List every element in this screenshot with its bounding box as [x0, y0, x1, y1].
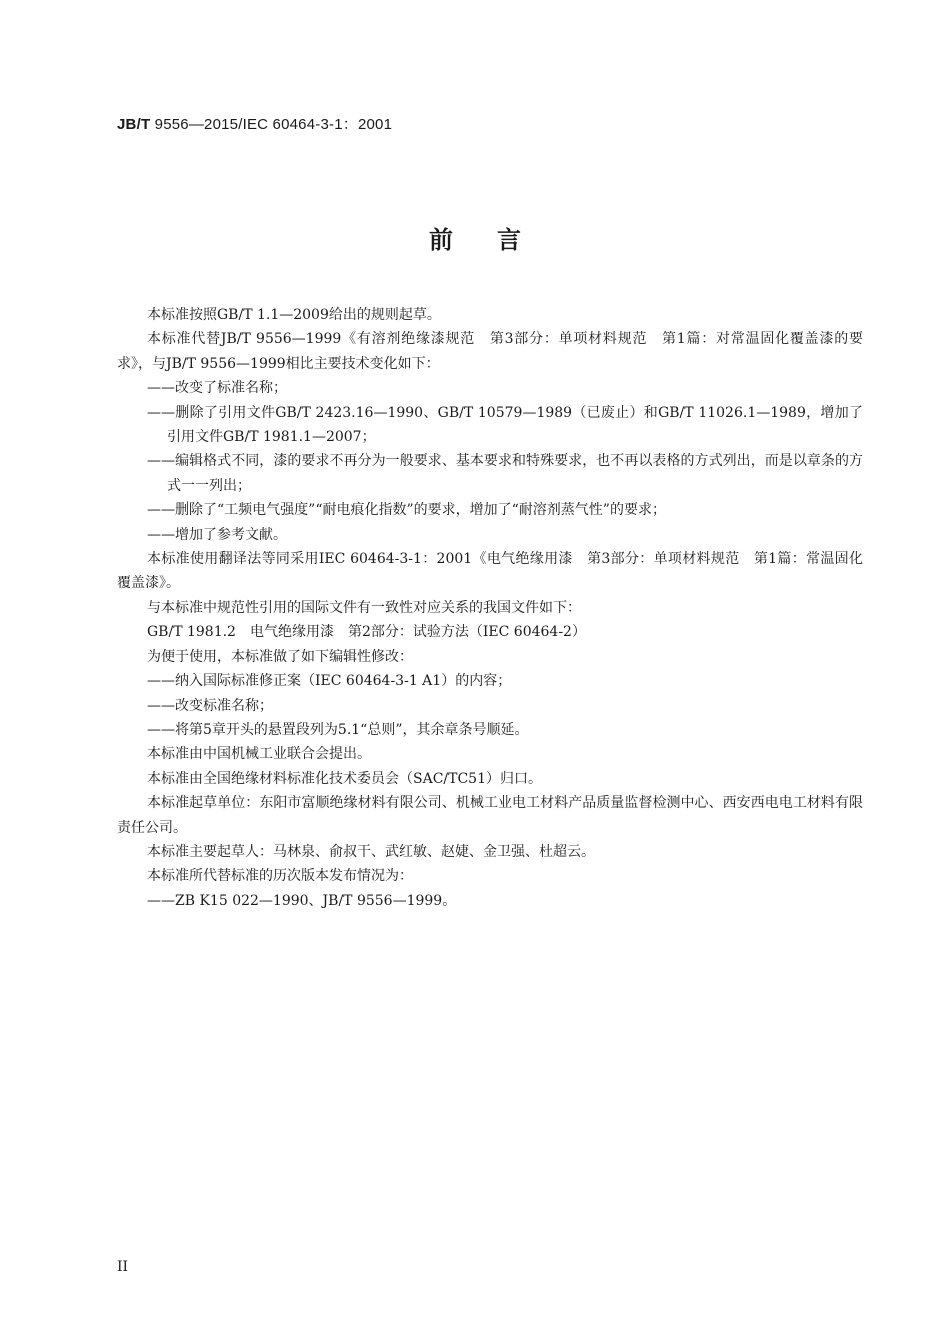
paragraph: GB/T 1981.2 电气绝缘用漆 第2部分：试验方法（IEC 60464-2） — [147, 624, 586, 641]
paragraph: 本标准起草单位：东阳市富顺绝缘材料有限公司、机械工业电工材料产品质量监督检测中心、西安西电电工材料有限责任公司。 — [117, 795, 863, 836]
list-item: ——将第5章开头的悬置段列为5.1“总则”，其余章条号顺延。 — [147, 721, 529, 738]
document-code-rest: 9556—2015/IEC 60464-3-1：2001 — [150, 116, 393, 133]
paragraph: 本标准代替JB/T 9556—1999《有溶剂绝缘漆规范 第3部分：单项材料规范 第1篇：对常温固化覆盖漆的要求》，与JB/T 9556—1999相比主要技术变化如下： — [117, 331, 863, 372]
paragraph: 与本标准中规范性引用的国际文件有一致性对应关系的我国文件如下： — [147, 599, 581, 616]
paragraph: 本标准主要起草人：马林泉、俞叔干、武红敏、赵婕、金卫强、杜超云。 — [147, 843, 595, 860]
document-code-prefix: JB/T — [117, 116, 151, 133]
list-item: ——改变标准名称； — [147, 697, 273, 714]
preface-body — [117, 303, 863, 913]
list-item: ——改变了标准名称； — [147, 380, 287, 397]
paragraph: 本标准所代替标准的历次版本发布情况为： — [147, 868, 413, 885]
list-item: ——增加了参考文献。 — [147, 526, 287, 543]
list-item: ——删除了引用文件GB/T 2423.16—1990、GB/T 10579—1989（已废止）和GB/T 11026.1—1989，增加了引用文件GB/T 1981.1—2007； — [147, 404, 863, 446]
paragraph: 本标准按照GB/T 1.1—2009给出的规则起草。 — [147, 307, 441, 323]
page-number: II — [117, 1259, 129, 1275]
paragraph: 本标准由全国绝缘材料标准化技术委员会（SAC/TC51）归口。 — [147, 770, 542, 787]
list-item: ——ZB K15 022—1990、JB/T 9556—1999。 — [147, 892, 457, 909]
document-code — [117, 113, 392, 134]
page-title: 前言 — [429, 225, 565, 254]
list-item: ——纳入国际标准修正案（IEC 60464-3-1 A1）的内容； — [147, 673, 512, 690]
paragraph: 本标准由中国机械工业联合会提出。 — [147, 746, 371, 763]
list-item: ——删除了“工频电气强度”“耐电痕化指数”的要求，增加了“耐溶剂蒸气性”的要求； — [147, 502, 666, 519]
list-item: ——编辑格式不同，漆的要求不再分为一般要求、基本要求和特殊要求，也不再以表格的方式列出，而是以章条的方式一一列出； — [147, 453, 863, 494]
paragraph: 为便于使用，本标准做了如下编辑性修改： — [147, 648, 413, 665]
paragraph: 本标准使用翻译法等同采用IEC 60464-3-1：2001《电气绝缘用漆 第3部分：单项材料规范 第1篇：常温固化覆盖漆》。 — [117, 551, 863, 592]
